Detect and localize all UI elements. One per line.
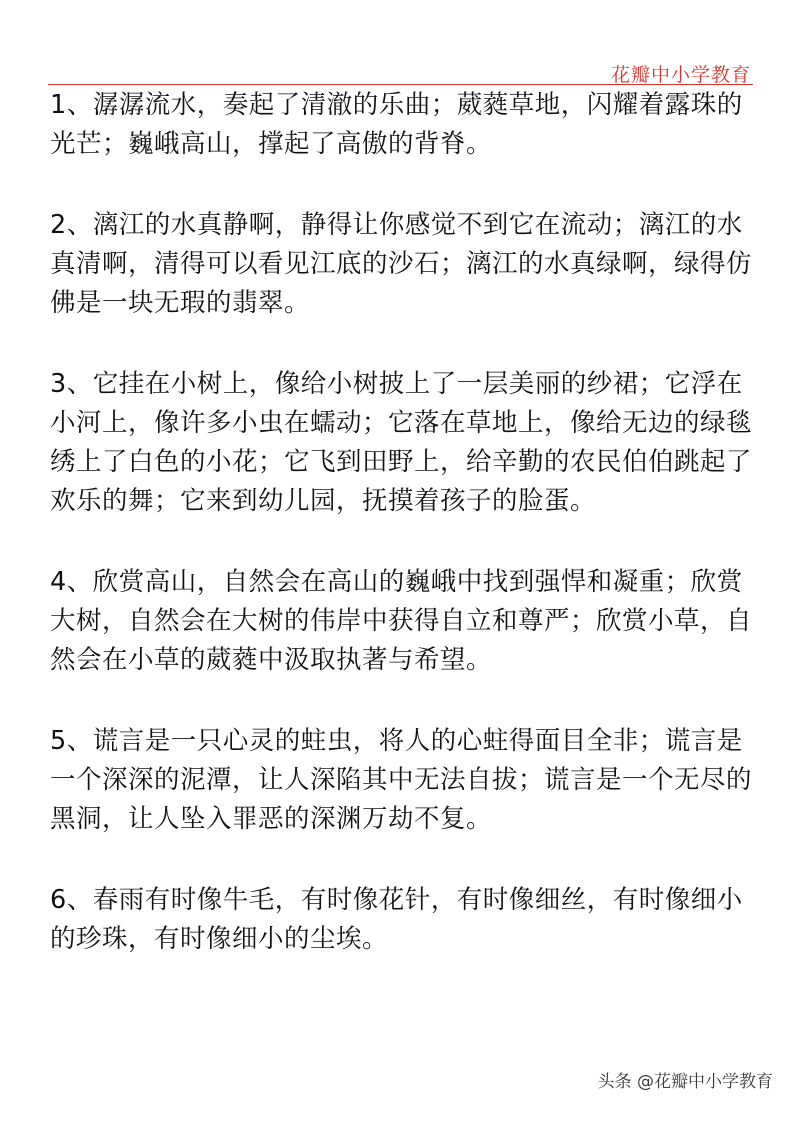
footer-watermark: 头条 @花瓣中小学教育 [597,1072,773,1092]
paragraph-6: 6、春雨有时像牛毛，有时像花针，有时像细丝，有时像细小的珍珠，有时像细小的尘埃。 [50,885,743,954]
paragraph-5: 5、谎言是一只心灵的蛀虫，将人的心蛀得面目全非；谎言是一个深深的泥潭，让人深陷其中无法自拔；谎言是一个无尽的黑洞，让人坠入罪恶的深渊万劫不复。 [50,726,753,834]
header-bar [48,58,753,85]
brand-label: 花瓣中小学教育 [610,64,751,86]
paragraph-1: 1、潺潺流水，奏起了清澈的乐曲；葳蕤草地，闪耀着露珠的光芒；巍峨高山，撑起了高傲的背脊。 [50,90,743,159]
paragraph-3: 3、它挂在小树上，像给小树披上了一层美丽的纱裙；它浮在小河上，像许多小虫在蠕动；它落在草地上，像给无边的绿毯绣上了白色的小花；它飞到田野上，给辛勤的农民伯伯跳起了欢乐的舞；它来到幼儿园，抚摸着孩子的脸蛋。 [50,369,753,516]
article-body [50,86,756,1001]
paragraph-4: 4、欣赏高山，自然会在高山的巍峨中找到强悍和凝重；欣赏大树，自然会在大树的伟岸中获得自立和尊严；欣赏小草，自然会在小草的葳蕤中汲取执著与希望。 [50,567,753,675]
paragraph-2: 2、漓江的水真静啊，静得让你感觉不到它在流动；漓江的水真清啊，清得可以看见江底的沙石；漓江的水真绿啊，绿得仿佛是一块无瑕的翡翠。 [50,210,753,318]
